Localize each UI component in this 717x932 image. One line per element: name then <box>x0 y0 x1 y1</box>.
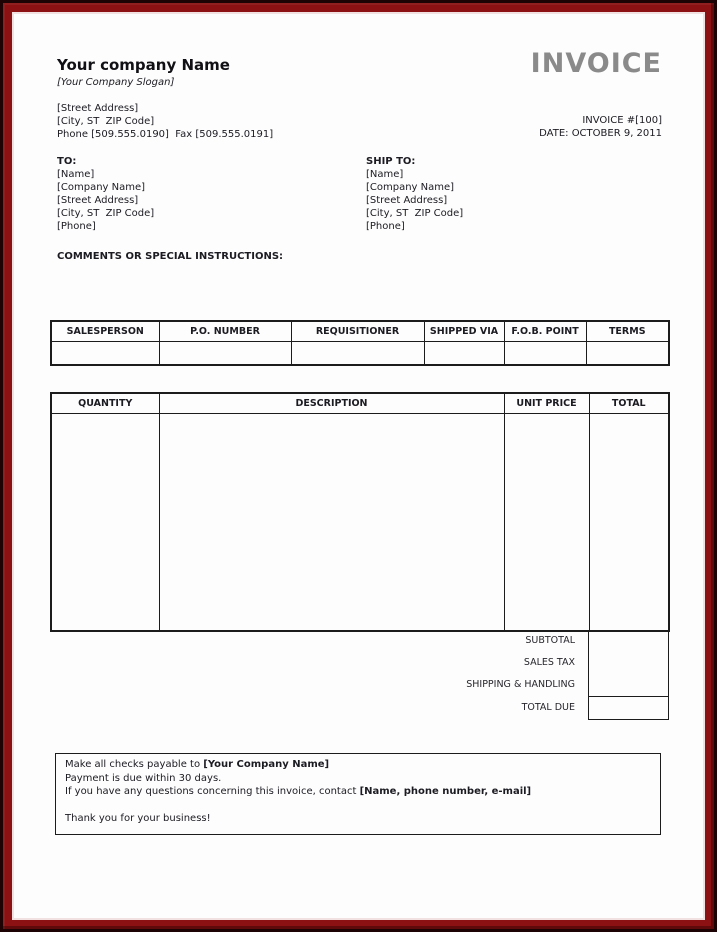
total-due-label: TOTAL DUE <box>521 702 575 713</box>
ship-to-street: [Street Address] <box>366 195 448 206</box>
fob-point-cell <box>504 342 586 366</box>
column-header-total: TOTAL <box>589 393 669 414</box>
total-due-value <box>589 697 668 701</box>
unit-price-cell <box>504 414 589 632</box>
column-header-shipped-via: SHIPPED VIA <box>424 321 504 342</box>
payment-due-line: Payment is due within 30 days. <box>65 772 222 784</box>
requisitioner-cell <box>291 342 424 366</box>
bill-to-name: [Name] <box>57 169 95 180</box>
invoice-title: INVOICE <box>530 48 662 79</box>
company-slogan: [Your Company Slogan] <box>57 77 175 88</box>
invoice-meta-block <box>539 114 662 140</box>
column-header-salesperson: SALESPERSON <box>51 321 159 342</box>
line-items-table <box>50 392 670 632</box>
quantity-cell <box>51 414 159 632</box>
payment-instructions-box <box>55 753 661 835</box>
company-phone-fax: Phone [509.555.0190] Fax [509.555.0191] <box>57 129 274 140</box>
shipping-handling-value <box>589 638 668 642</box>
company-name: Your company Name <box>57 56 230 74</box>
checks-payable-line <box>65 758 651 772</box>
questions-line <box>65 785 651 799</box>
bill-to-city: [City, ST ZIP Code] <box>57 208 155 219</box>
total-due-box <box>588 696 669 720</box>
column-header-po-number: P.O. NUMBER <box>159 321 291 342</box>
spacer-line <box>65 799 651 812</box>
column-header-quantity: QUANTITY <box>51 393 159 414</box>
bill-to-phone: [Phone] <box>57 221 96 232</box>
bill-to-company: [Company Name] <box>57 182 146 193</box>
ship-to-block <box>366 155 463 233</box>
bill-to-block <box>57 155 154 233</box>
items-body-row <box>51 414 669 632</box>
description-cell <box>159 414 504 632</box>
ship-to-city: [City, ST ZIP Code] <box>366 208 464 219</box>
sales-info-value-row <box>51 342 669 366</box>
company-name-placeholder: [Your Company Name] <box>203 759 330 770</box>
invoice-date: DATE: OCTOBER 9, 2011 <box>539 128 662 139</box>
subtotal-label: SUBTOTAL <box>525 635 575 646</box>
contact-placeholder: [Name, phone number, e-mail] <box>359 786 532 797</box>
ship-to-label: SHIP TO: <box>366 156 416 167</box>
column-header-fob-point: F.O.B. POINT <box>504 321 586 342</box>
column-header-description: DESCRIPTION <box>159 393 504 414</box>
ship-to-phone: [Phone] <box>366 221 405 232</box>
column-header-requisitioner: REQUISITIONER <box>291 321 424 342</box>
po-number-cell <box>159 342 291 366</box>
terms-cell <box>586 342 669 366</box>
column-header-terms: TERMS <box>586 321 669 342</box>
ship-to-company: [Company Name] <box>366 182 455 193</box>
checks-payable-text: Make all checks payable to <box>65 759 204 770</box>
sales-info-header-row <box>51 321 669 342</box>
company-street: [Street Address] <box>57 103 139 114</box>
company-address-block <box>57 102 273 141</box>
shipped-via-cell <box>424 342 504 366</box>
ship-to-name: [Name] <box>366 169 404 180</box>
invoice-number: INVOICE #[100] <box>582 115 662 126</box>
sales-tax-label: SALES TAX <box>523 657 575 668</box>
items-header-row <box>51 393 669 414</box>
bill-to-street: [Street Address] <box>57 195 139 206</box>
company-city-line: [City, ST ZIP Code] <box>57 116 155 127</box>
shipping-handling-label: SHIPPING & HANDLING <box>466 679 575 690</box>
column-header-unit-price: UNIT PRICE <box>504 393 589 414</box>
sales-info-table <box>50 320 670 366</box>
bill-to-label: TO: <box>57 156 77 167</box>
questions-text: If you have any questions concerning this invoice, contact <box>65 786 360 797</box>
salesperson-cell <box>51 342 159 366</box>
thank-you-line: Thank you for your business! <box>65 812 211 824</box>
totals-amounts-box <box>588 630 669 697</box>
invoice-page <box>12 12 705 920</box>
total-cell <box>589 414 669 632</box>
comments-label: COMMENTS OR SPECIAL INSTRUCTIONS: <box>57 251 284 262</box>
